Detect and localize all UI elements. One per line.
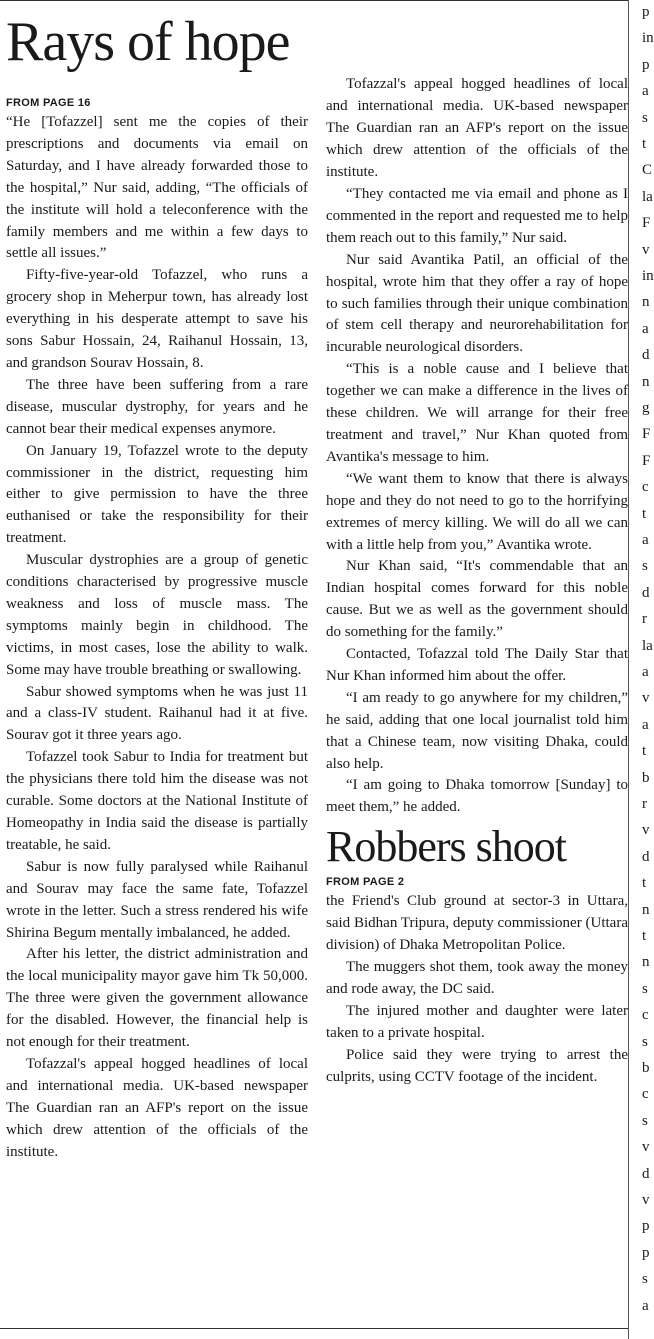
edge-fragment: t (642, 136, 647, 152)
edge-fragment: v (642, 1139, 650, 1156)
edge-fragment: p (642, 1218, 650, 1235)
paragraph: Tofazzel took Sabur to India for treatment but the physicians there told him the disease was not curable. Some doctors at the National Institute of Homeopathy in India said the disease is partially treatable, he said. (6, 749, 308, 853)
edge-fragment: d (642, 848, 650, 865)
paragraph: Fifty-five-year-old Tofazzel, who runs a grocery shop in Meherpur town, has already lost everything in his desperate attempt to save his sons Sabur Hossain, 24, Raihanul Hossain, 13, and grandson Sourav Hossain, 8. (6, 267, 308, 371)
edge-fragment: la (642, 637, 653, 654)
edge-fragment: b (642, 769, 650, 786)
edge-fragment: F (642, 452, 651, 469)
paragraph: The injured mother and daughter were later taken to a private hospital. (326, 1002, 628, 1041)
kicker-from-page-16: FROM PAGE 16 (6, 97, 91, 109)
edge-fragment: s (642, 1271, 648, 1288)
article-column-2 (326, 76, 628, 1088)
headline-rays-of-hope: Rays of hope (6, 11, 290, 73)
paragraph: On January 19, Tofazzel wrote to the deputy commissioner in the district, requesting him either to give permission to have the three euthanised or take the responsibility for their treatment. (6, 442, 308, 547)
paragraph: Nur Khan said, “It's commendable that an Indian hospital comes forward for this noble cause. But we as well as the government should do something for the family.” (326, 558, 628, 641)
edge-fragment: c (642, 1007, 649, 1024)
paragraph: The muggers shot them, took away the money and rode away, the DC said. (326, 959, 628, 997)
edge-fragment: n (642, 373, 650, 390)
edge-fragment: F (642, 426, 651, 443)
paragraph-continued: Tofazzal's appeal hogged headlines of local and international media. UK-based newspaper The Guardian ran an AFP's report on the issue which drew attention of the officials of the institute. (6, 1055, 308, 1160)
paragraph: Nur said Avantika Patil, an official of the hospital, wrote him that they offer a ray of hope to such families through their unique combination of stem cell therapy and neurorehabilitation for incurable neurological disorders. (326, 251, 628, 356)
edge-fragment: v (642, 241, 650, 258)
paragraph: “He [Tofazzel] sent me the copies of their prescriptions and documents via email on Saturday, and I have already forwarded those to the hospital,” Nur said, adding, “The officials of the institute will hold a teleconference with the family members and me within a few days to settle all issues.” (6, 114, 308, 262)
edge-fragment: la (642, 188, 653, 205)
edge-fragment: p (642, 1244, 650, 1261)
edge-fragment: in (642, 30, 654, 47)
paragraph: Sabur showed symptoms when he was just 11 and a class-IV student. Raihanul had it at five. Sourav got it three years ago. (6, 683, 308, 744)
paragraph: “This is a noble cause and I believe that together we can make a difference in the lives of these children. We will arrange for their free treatment and travel,” Nur Khan quoted from Avantika's message to him. (326, 361, 628, 465)
top-rule (0, 0, 628, 1)
edge-fragment: p (642, 4, 650, 20)
continuation-text: Tofazzal's appeal hogged headlines of local and international media. UK-based newspaper The Guardian ran an AFP's report on the issue which drew attention of the officials of the institute. (326, 76, 628, 180)
edge-fragment: s (642, 980, 648, 997)
edge-fragment: a (642, 716, 649, 733)
bottom-rule (0, 1328, 628, 1329)
edge-fragment: c (642, 479, 649, 496)
paragraph: “We want them to know that there is always hope and they do not need to go to the horrifying extremes of mercy killing. We will do all we can with a little help from you,” Avantika wrote. (326, 470, 628, 553)
edge-fragment: s (642, 1112, 648, 1129)
edge-fragment: p (642, 56, 650, 73)
edge-fragment: r (642, 796, 647, 812)
paragraph: Sabur is now fully paralysed while Raihanul and Sourav may face the same fate, Tofazzel wrote in the letter. Such a stress rendered his wife Shirina Begum mentally imbalanced, he added. (6, 858, 308, 941)
edge-fragment: s (642, 109, 648, 126)
edge-fragment: d (642, 584, 650, 601)
edge-fragment: b (642, 1060, 650, 1076)
column-divider (628, 0, 629, 1339)
edge-fragment: s (642, 558, 648, 575)
article-column-1 (6, 96, 308, 1160)
paragraph: “I am ready to go anywhere for my children,” he said, adding that one local journalist told him that a Chinese team, now visiting Dhaka, could also help. (326, 689, 628, 772)
kicker-from-page-2: FROM PAGE 2 (326, 876, 405, 889)
edge-fragment: C (642, 162, 653, 179)
edge-fragment: g (642, 400, 650, 416)
edge-fragment: v (642, 822, 650, 839)
edge-fragment: n (642, 294, 650, 311)
paragraph: Contacted, Tofazzal told The Daily Star that Nur Khan informed him about the offer. (326, 646, 628, 684)
paragraph: “I am going to Dhaka tomorrow [Sunday] to meet them,” he added. (326, 777, 628, 816)
edge-fragment: s (642, 1033, 648, 1050)
edge-fragment: in (642, 268, 654, 284)
edge-fragment: n (642, 901, 650, 918)
headline-robbers-shoot: Robbers shoot (326, 822, 566, 872)
edge-fragment: t (642, 505, 647, 522)
edge-fragment: a (642, 320, 649, 337)
paragraph: The three have been suffering from a rare disease, muscular dystrophy, for years and he cannot bear their medical expenses anymore. (6, 376, 308, 437)
edge-fragment: a (642, 664, 649, 680)
paragraph: Muscular dystrophies are a group of genetic conditions characterised by progressive muscle weakness and loss of muscle mass. The symptoms mainly begin in childhood. The victims, in most cases, lose the ability to walk. Some may have trouble breathing or swallowing. (6, 552, 308, 678)
edge-fragment: t (642, 875, 647, 892)
paragraph-continuation (326, 74, 628, 184)
edge-fragment: t (642, 928, 647, 944)
edge-fragment: t (642, 743, 647, 760)
edge-fragment: d (642, 347, 650, 364)
paragraph: After his letter, the district administration and the local municipality mayor gave him Tk 50,000. The three were given the government allowance for the disabled. However, the financial help is not enough for their treatment. (6, 946, 308, 1051)
paragraph: the Friend's Club ground at sector-3 in Uttara, said Bidhan Tripura, deputy commissioner (Uttara division) of Dhaka Metropolitan Police. (326, 893, 628, 954)
edge-fragment: a (642, 532, 649, 548)
edge-fragment: F (642, 215, 651, 232)
edge-fragment: v (642, 1192, 650, 1208)
edge-fragment: a (642, 83, 649, 100)
edge-fragment: r (642, 611, 647, 628)
paragraph: “They contacted me via email and phone as I commented in the report and requested me to help them reach out to this family,” Nur said. (326, 186, 628, 246)
paragraph: Police said they were trying to arrest the culprits, using CCTV footage of the incident. (326, 1046, 628, 1085)
edge-fragment: c (642, 1086, 649, 1103)
edge-fragment: d (642, 1165, 650, 1182)
edge-fragment: v (642, 690, 650, 707)
edge-fragment: a (642, 1297, 649, 1314)
edge-fragment: n (642, 954, 650, 971)
adjacent-column-fragment (642, 0, 654, 1339)
